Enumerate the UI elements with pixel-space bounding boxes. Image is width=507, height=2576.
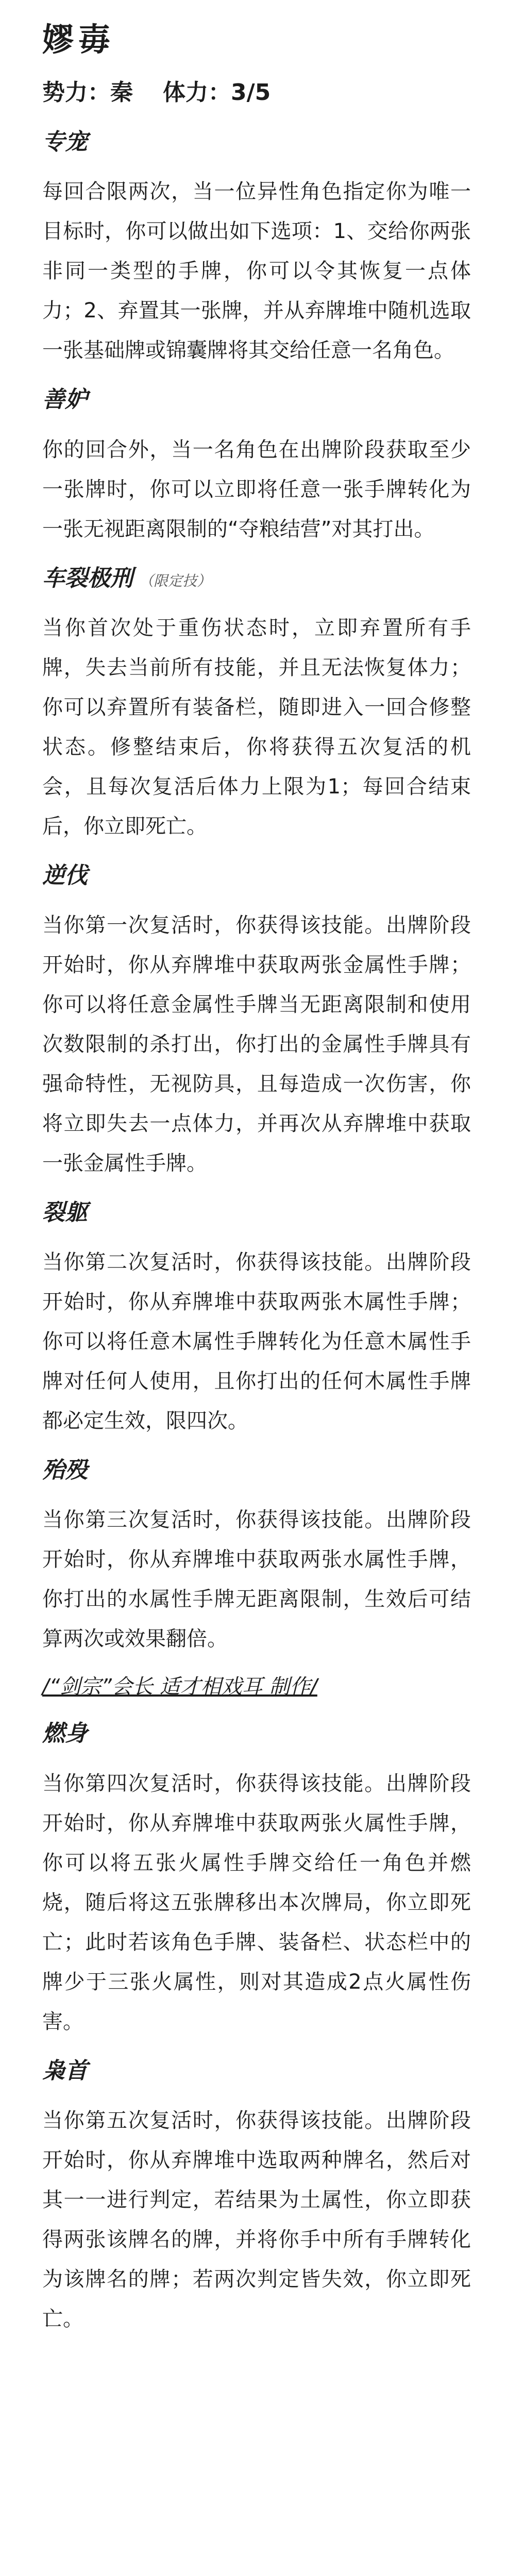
skill-name <box>42 2056 471 2086</box>
skill-title: 车裂极刑 <box>42 565 133 591</box>
skill-name <box>42 1198 471 1227</box>
skill-name <box>42 385 471 414</box>
skill-tag: （限定技） <box>139 572 212 589</box>
skill-name <box>42 1719 471 1748</box>
skill-text: 当你首次处于重伤状态时，立即弃置所有手牌，失去当前所有技能，并且无法恢复体力；你可以弃置所有装备栏，随即进入一回合修整状态。修整结束后，你将获得五次复活的机会，且每次复活后体力上限为1；每回合结束后，你立即死亡。 <box>42 616 471 838</box>
skill-title: 燃身 <box>42 1720 88 1747</box>
skill-name <box>42 127 471 157</box>
page-title: 嫪毐 <box>42 21 115 58</box>
skill-text: 当你第三次复活时，你获得该技能。出牌阶段开始时，你从弃牌堆中获取两张水属性手牌，你打出的水属性手牌无距离限制，生效后可结算两次或效果翻倍。 <box>42 1508 471 1651</box>
skill-text: 每回合限两次，当一位异性角色指定你为唯一目标时，你可以做出如下选项：1、交给你两张非同一类型的手牌，你可以令其恢复一点体力；2、弃置其一张牌，并从弃牌堆中随机选取一张基础牌或锦囊牌将其交给任意一名角色。 <box>42 180 471 363</box>
skill-title: 殆殁 <box>42 1457 88 1484</box>
skill-name <box>42 861 471 890</box>
hp-label: 体力：3/5 <box>163 79 271 106</box>
skill-title: 专宠 <box>42 129 88 156</box>
skill-title: 善妒 <box>42 386 88 413</box>
skill-text: 当你第五次复活时，你获得该技能。出牌阶段开始时，你从弃牌堆中选取两种牌名，然后对其一一进行判定，若结果为土属性，你立即获得两张该牌名的牌，并将你手中所有手牌转化为该牌名的牌；若两次判定皆失效，你立即死亡。 <box>42 2108 471 2331</box>
skill-text: 当你第二次复活时，你获得该技能。出牌阶段开始时，你从弃牌堆中获取两张木属性手牌；你可以将任意木属性手牌转化为任意木属性手牌对任何人使用，且你打出的任何木属性手牌都必定生效，限四次。 <box>42 1250 471 1433</box>
skill-name <box>42 1455 471 1485</box>
skill-text: 当你第四次复活时，你获得该技能。出牌阶段开始时，你从弃牌堆中获取两张火属性手牌，你可以将五张火属性手牌交给任一角色并燃烧，随后将这五张牌移出本次牌局，你立即死亡；此时若该角色手牌、装备栏、状态栏中的牌少于三张火属性，则对其造成2点火属性伤害。 <box>42 1771 471 2033</box>
skill-title: 裂躯 <box>42 1199 88 1226</box>
skill-text: 你的回合外，当一名角色在出牌阶段获取至少一张牌时，你可以立即将任意一张手牌转化为一张无视距离限制的“夺粮结营”对其打出。 <box>42 437 471 541</box>
force-label: 势力：秦 <box>42 79 133 106</box>
skill-name <box>42 564 471 593</box>
skill-title: 逆伐 <box>42 862 88 889</box>
skill-text: 当你第一次复活时，你获得该技能。出牌阶段开始时，你从弃牌堆中获取两张金属性手牌；你可以将任意金属性手牌当无距离限制和使用次数限制的杀打出，你打出的金属性手牌具有强命特性，无视防具，且每造成一次伤害，你将立即失去一点体力，并再次从弃牌堆中获取一张金属性手牌。 <box>42 913 471 1175</box>
author-credit: /“剑宗”会长 适才相戏耳 制作/ <box>42 1675 317 1699</box>
skill-title: 枭首 <box>42 2057 88 2084</box>
stats-line <box>42 79 471 107</box>
